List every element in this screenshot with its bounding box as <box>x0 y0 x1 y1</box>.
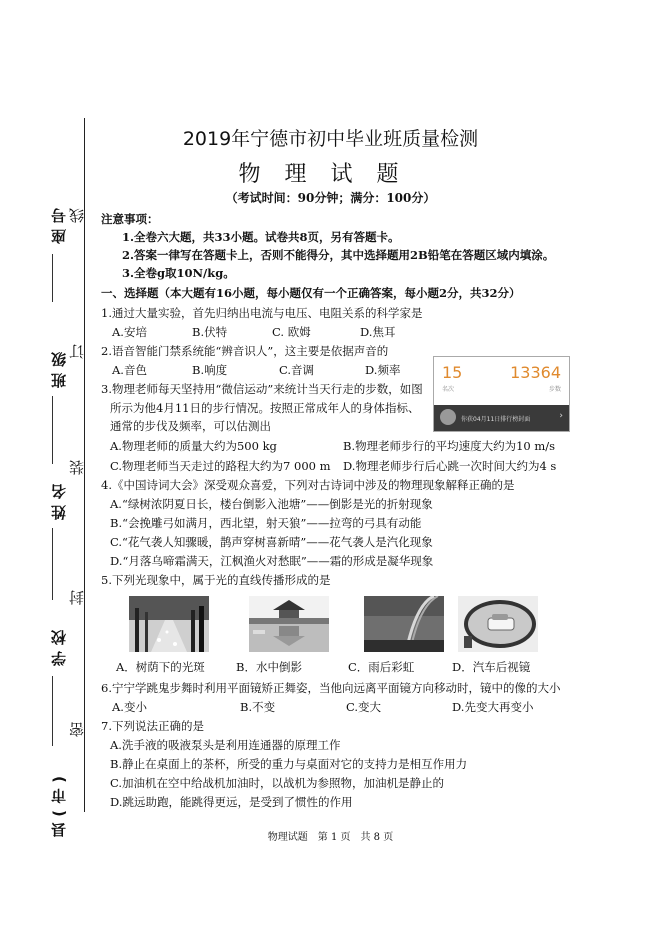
option[interactable]: C. 欧姆 <box>272 325 311 339</box>
option[interactable]: D.物理老师步行后心跳一次时间大约为4 s <box>343 459 557 473</box>
option[interactable]: A.安培 <box>112 325 147 339</box>
option[interactable]: B.“会挽雕弓如满月，西北望，射天狼”——拉弯的弓具有动能 <box>110 516 422 530</box>
question-stem: 1.通过大量实验，首先归纳出电流与电压、电阻关系的科学家是 <box>101 306 423 320</box>
school-blank[interactable] <box>52 676 53 746</box>
question-stem: 所示为他4月11日的步行情况。按照正常成年人的身体指标、 <box>110 401 420 415</box>
chevron-right-icon: › <box>559 411 563 421</box>
rank-label: 名次 <box>442 386 455 393</box>
option[interactable]: B.伏特 <box>192 325 228 339</box>
rainbow-photo <box>364 596 444 652</box>
question-stem: 4.《中国诗词大会》深受观众喜爱，下列对古诗词中涉及的物理现象解释正确的是 <box>101 478 515 492</box>
option[interactable]: D．汽车后视镜 <box>452 660 531 674</box>
question-stem: 2.语音智能门禁系统能“辨音识人”，这主要是依据声音的 <box>101 344 389 358</box>
option[interactable]: D.先变大再变小 <box>452 700 534 714</box>
step-count-widget <box>433 356 570 432</box>
cut-mark-zhuang: 装 <box>68 456 86 475</box>
notes-heading: 注意事项： <box>101 212 159 226</box>
option[interactable]: C．雨后彩虹 <box>348 660 415 674</box>
school-label: 学校 <box>50 624 68 666</box>
steps-label: 步数 <box>548 386 561 393</box>
name-label: 姓名 <box>50 478 68 520</box>
exam-info: （考试时间：90分钟；满分：100分） <box>225 191 436 205</box>
county-label: 县(市) <box>50 770 68 838</box>
option[interactable]: B.物理老师步行的平均速度大约为10 m/s <box>343 439 556 453</box>
water-reflection-photo <box>249 596 329 652</box>
note-item: 3.全卷g取10N/kg。 <box>122 266 235 280</box>
option[interactable]: B.不变 <box>240 700 276 714</box>
question-stem: 5.下列光现象中，属于光的直线传播形成的是 <box>101 573 331 587</box>
option[interactable]: C.物理老师当天走过的路程大约为7 000 m <box>110 459 331 473</box>
exam-title: 2019年宁德市初中毕业班质量检测 <box>182 128 479 150</box>
option[interactable]: D.跳远助跑，能跳得更远，是受到了惯性的作用 <box>110 795 353 809</box>
name-blank[interactable] <box>52 528 53 600</box>
cut-mark-ding: 订 <box>68 340 86 359</box>
option[interactable]: A.音色 <box>112 363 147 377</box>
page-footer: 物理试题 第 1 页 共 8 页 <box>267 832 394 843</box>
cut-mark-feng: 封 <box>68 586 86 605</box>
subject-title: 物理试题 <box>238 162 423 187</box>
steps-value: 13364 <box>510 363 561 382</box>
option[interactable]: A．树荫下的光斑 <box>116 660 205 674</box>
question-stem: 6.宁宁学跳鬼步舞时利用平面镜矫正舞姿，当他向远离平面镜方向移动时，镜中的像的大小 <box>101 681 561 695</box>
seat-blank[interactable] <box>52 254 53 302</box>
tree-shade-photo <box>129 596 209 652</box>
class-blank[interactable] <box>52 396 53 464</box>
option[interactable]: D.频率 <box>365 363 401 377</box>
rank-value: 15 <box>442 363 463 382</box>
cut-mark-mi: 密 <box>68 718 86 737</box>
option[interactable]: C.音调 <box>279 363 315 377</box>
class-label: 班级 <box>50 346 68 388</box>
option[interactable]: D.焦耳 <box>360 325 396 339</box>
cut-mark-xian: 线 <box>68 204 86 223</box>
cover-text: 你获04月11日排行榜封面 <box>461 416 531 423</box>
option[interactable]: A.“绿树浓阴夏日长，楼台倒影入池塘”——倒影是光的折射现象 <box>110 497 433 511</box>
question-stem: 通常的步伐及频率，可以估测出 <box>110 419 271 433</box>
section-heading: 一、选择题（本大题有16小题，每小题仅有一个正确答案，每小题2分，共32分） <box>101 286 521 300</box>
option[interactable]: B.响度 <box>192 363 228 377</box>
option[interactable]: A.洗手液的吸液泵头是利用连通器的原理工作 <box>110 738 341 752</box>
option[interactable]: A.物理老师的质量大约为500 kg <box>110 439 277 453</box>
avatar <box>440 409 456 425</box>
option[interactable]: C.变大 <box>346 700 382 714</box>
option[interactable]: C.加油机在空中给战机加油时，以战机为参照物，加油机是静止的 <box>110 776 445 790</box>
seat-label: 座号 <box>50 202 68 244</box>
option[interactable]: B.静止在桌面上的茶杯，所受的重力与桌面对它的支持力是相互作用力 <box>110 757 468 771</box>
note-item: 1.全卷六大题，共33小题。试卷共8页，另有答题卡。 <box>122 230 400 244</box>
car-mirror-photo <box>458 596 538 652</box>
option[interactable]: C.“花气袭人知骤暖，鹊声穿树喜新晴”——花气袭人是汽化现象 <box>110 535 433 549</box>
question-stem: 7.下列说法正确的是 <box>101 719 204 733</box>
question-stem: 3.物理老师每天坚持用“微信运动”来统计当天行走的步数，如图 <box>101 382 423 396</box>
option[interactable]: A.变小 <box>112 700 147 714</box>
note-item: 2.答案一律写在答题卡上，否则不能得分，其中选择题用2B铅笔在答题区域内填涂。 <box>122 248 555 262</box>
option[interactable]: D.“月落乌啼霜满天，江枫渔火对愁眠”——霜的形成是凝华现象 <box>110 554 434 568</box>
option[interactable]: B．水中倒影 <box>236 660 302 674</box>
